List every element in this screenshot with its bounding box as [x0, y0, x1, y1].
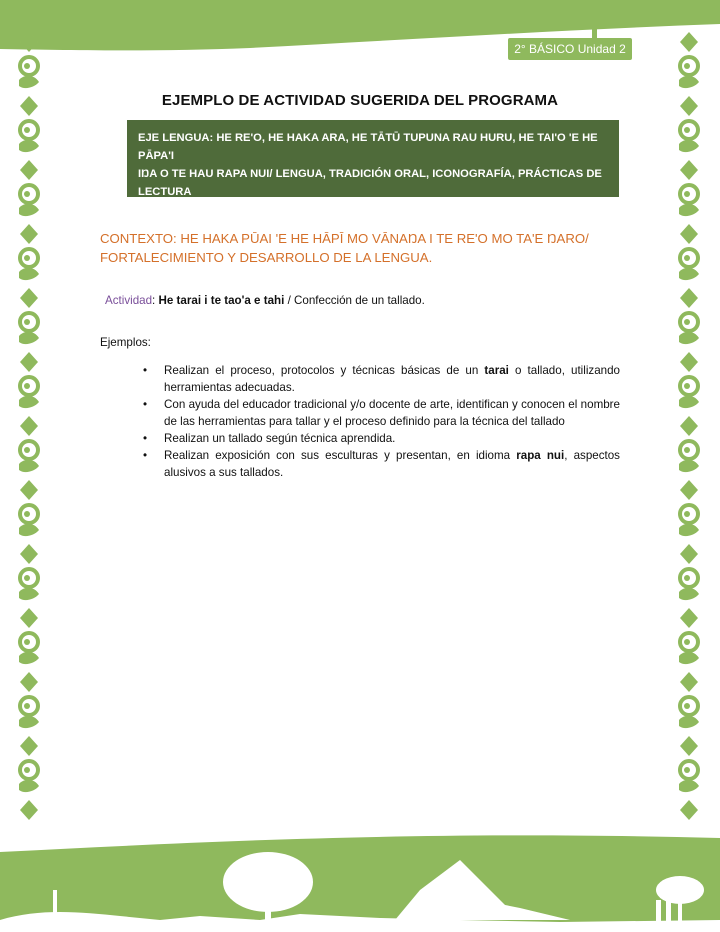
bullet-icon: •	[143, 449, 148, 462]
eje-line: Y ESCRITURA DE LOS PUEBLOS ORIGINARIOS.	[138, 204, 397, 216]
list-item: • Con ayuda del educador tradicional y/o docente de arte, identifican y conocen el nombre de las herramientas para tallar y el proceso definido para la técnica del tallado	[143, 398, 620, 428]
list-item: • Realizan exposición con sus esculturas y presentan, en idioma rapa nui, aspectos alusivos a sus tallados.	[143, 449, 620, 479]
left-ornament-border	[16, 30, 42, 820]
unit-badge: 2° BÁSICO Unidad 2	[508, 38, 632, 60]
eje-line: IŊA O TE HAU RAPA NUI/ LENGUA, TRADICIÓN ORAL, ICONOGRAFÍA, PRÁCTICAS DE LECTURA	[138, 168, 602, 198]
examples-list	[140, 362, 620, 481]
eje-box	[127, 120, 619, 216]
contexto-heading	[100, 229, 620, 267]
bullet-icon: •	[143, 432, 148, 445]
actividad-subtitle: / Confección de un tallado.	[284, 294, 425, 307]
contexto-line: FORTALECIMIENTO Y DESARROLLO DE LA LENGUA.	[100, 250, 433, 265]
actividad-line	[105, 294, 425, 307]
actividad-label: Actividad	[105, 294, 153, 307]
right-ornament-border	[676, 30, 702, 820]
list-item: • Realizan un tallado según técnica aprendida.	[143, 432, 396, 445]
bullet-icon: •	[143, 398, 148, 411]
ejemplos-label: Ejemplos:	[100, 336, 151, 349]
list-item: • Realizan el proceso, protocolos y técnicas básicas de un tarai o tallado, utilizando herramientas adecuadas.	[143, 364, 620, 394]
actividad-colon: :	[152, 294, 156, 307]
bullet-icon: •	[143, 364, 148, 377]
footer-landscape-decoration	[0, 820, 720, 932]
actividad-title: He tarai i te tao'a e tahi	[158, 294, 285, 307]
eje-line: EJE LENGUA: HE RE'O, HE HAKA ARA, HE TĀTŪ TUPUNA RAU HURU, HE TAI'O 'E HE PĀPA'I	[138, 132, 598, 162]
contexto-line: CONTEXTO: HE HAKA PŪAI 'E HE HĀPĪ MO VĀNAŊA I TE RE'O MO TA'E ŊARO/	[100, 231, 589, 246]
page-title: EJEMPLO DE ACTIVIDAD SUGERIDA DEL PROGRAMA	[161, 92, 559, 109]
